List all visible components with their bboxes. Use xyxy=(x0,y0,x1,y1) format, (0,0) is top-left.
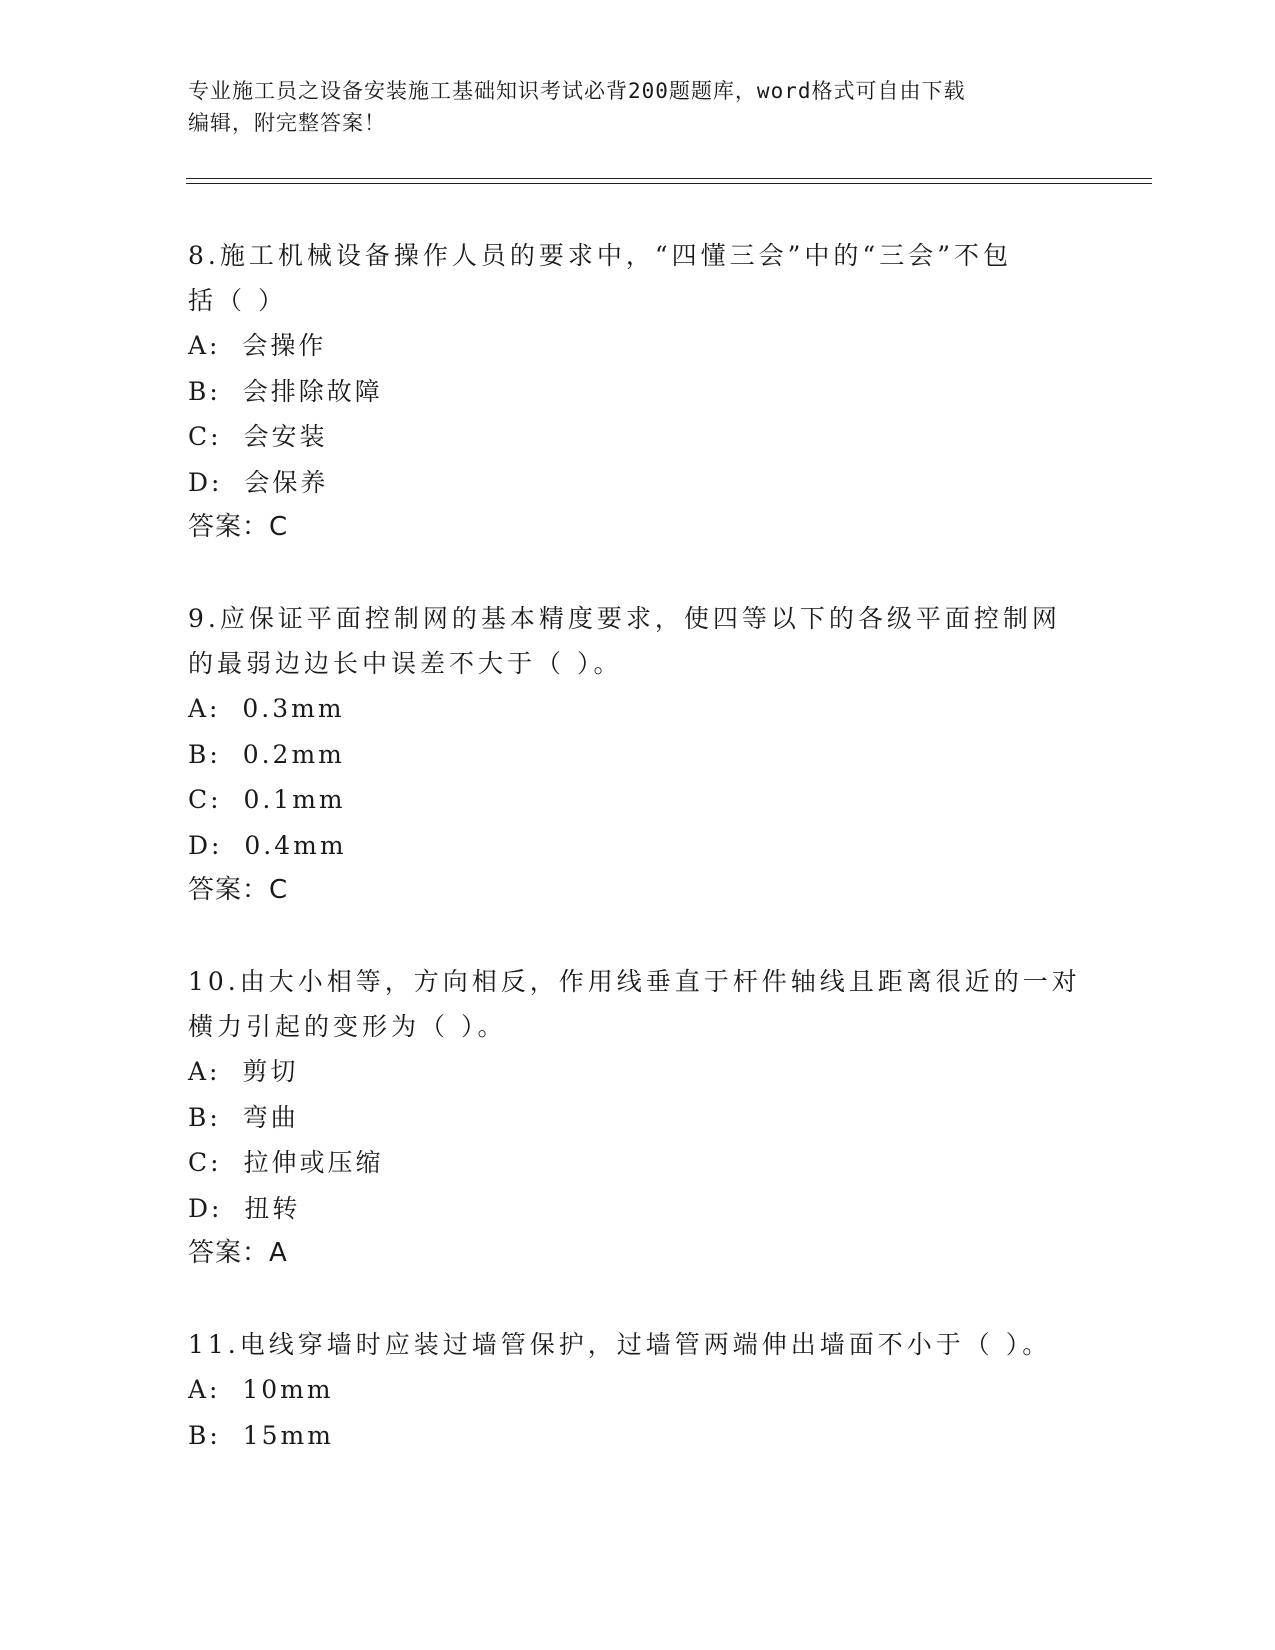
option-b: B: 15mm xyxy=(188,1420,334,1450)
header-line-1: 专业施工员之设备安装施工基础知识考试必背200题题库，word格式可自由下载 xyxy=(188,79,966,103)
option-b: B: 会排除故障 xyxy=(188,376,383,406)
answer-line: 答案：C xyxy=(188,875,289,905)
header-divider-bottom xyxy=(186,183,1152,184)
question-10 xyxy=(188,959,1088,1276)
option-b: B: 0.2mm xyxy=(188,739,345,769)
answer-line: 答案：A xyxy=(188,1238,288,1268)
question-9 xyxy=(188,596,1088,913)
option-b: B: 弯曲 xyxy=(188,1102,299,1132)
question-11 xyxy=(188,1322,1088,1458)
option-a: A: 0.3mm xyxy=(188,694,345,723)
answer-line: 答案：C xyxy=(188,512,289,542)
option-c: C: 0.1mm xyxy=(188,785,346,814)
question-stem-line: 10.由大小相等，方向相反，作用线垂直于杆件轴线且距离很近的一对 xyxy=(188,967,1081,996)
question-stem-line: 的最弱边边长中误差不大于（ ）。 xyxy=(188,649,623,678)
header-divider-top xyxy=(186,178,1152,179)
option-d: D: 会保养 xyxy=(188,467,329,497)
option-c: C: 会安装 xyxy=(188,422,328,451)
option-a: A: 剪切 xyxy=(188,1057,299,1086)
question-stem-line: 括（ ） xyxy=(188,286,287,315)
question-stem-line: 11.电线穿墙时应装过墙管保护，过墙管两端伸出墙面不小于（ ）。 xyxy=(188,1330,1052,1359)
option-c: C: 拉伸或压缩 xyxy=(188,1148,384,1177)
question-8 xyxy=(188,233,1088,550)
option-d: D: 0.4mm xyxy=(188,830,347,860)
option-a: A: 10mm xyxy=(188,1375,334,1404)
document-header xyxy=(188,75,1068,139)
question-stem-line: 9.应保证平面控制网的基本精度要求，使四等以下的各级平面控制网 xyxy=(188,604,1061,633)
option-a: A: 会操作 xyxy=(188,331,327,360)
header-line-2: 编辑，附完整答案！ xyxy=(188,111,386,135)
question-stem-line: 横力引起的变形为（ ）。 xyxy=(188,1012,507,1041)
question-stem-line: 8.施工机械设备操作人员的要求中，“四懂三会”中的“三会”不包 xyxy=(188,241,1012,270)
option-d: D: 扭转 xyxy=(188,1193,301,1223)
